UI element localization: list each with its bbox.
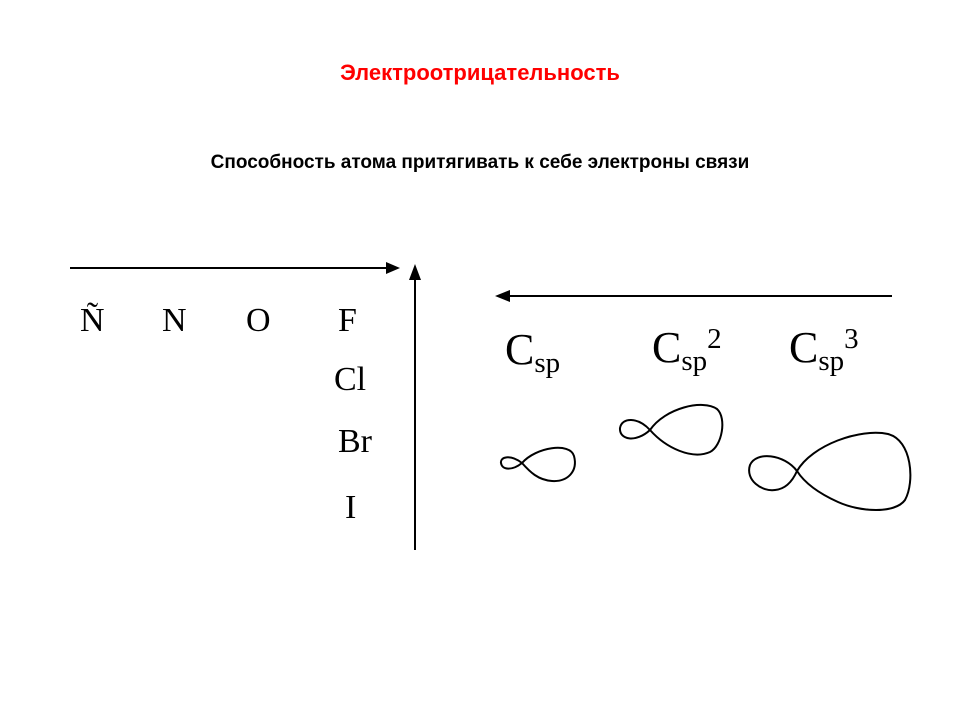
element-i: I (345, 489, 357, 526)
element-c-tilde: Ñ (80, 302, 105, 339)
element-br: Br (338, 423, 372, 460)
slide-subtitle: Способность атома притягивать к себе электроны связи (210, 152, 750, 173)
slide-title: Электроотрицательность (340, 60, 620, 85)
period-trend-arrow (70, 262, 400, 274)
element-f: F (338, 302, 357, 339)
sp3-orbital-shape (749, 433, 910, 510)
label-c-sp: Csp (505, 325, 561, 379)
label-c-sp3: Csp$^3$ (789, 323, 859, 377)
hybridization-trend-arrow (495, 290, 892, 302)
label-c-sp2: Csp$^2$ (652, 323, 722, 377)
element-cl: Cl (334, 361, 367, 398)
sp2-orbital-shape (620, 405, 722, 455)
group-trend-arrow (409, 264, 421, 550)
element-n: N (162, 302, 187, 339)
element-o: O (246, 302, 271, 339)
sp-orbital-shape (501, 448, 575, 481)
